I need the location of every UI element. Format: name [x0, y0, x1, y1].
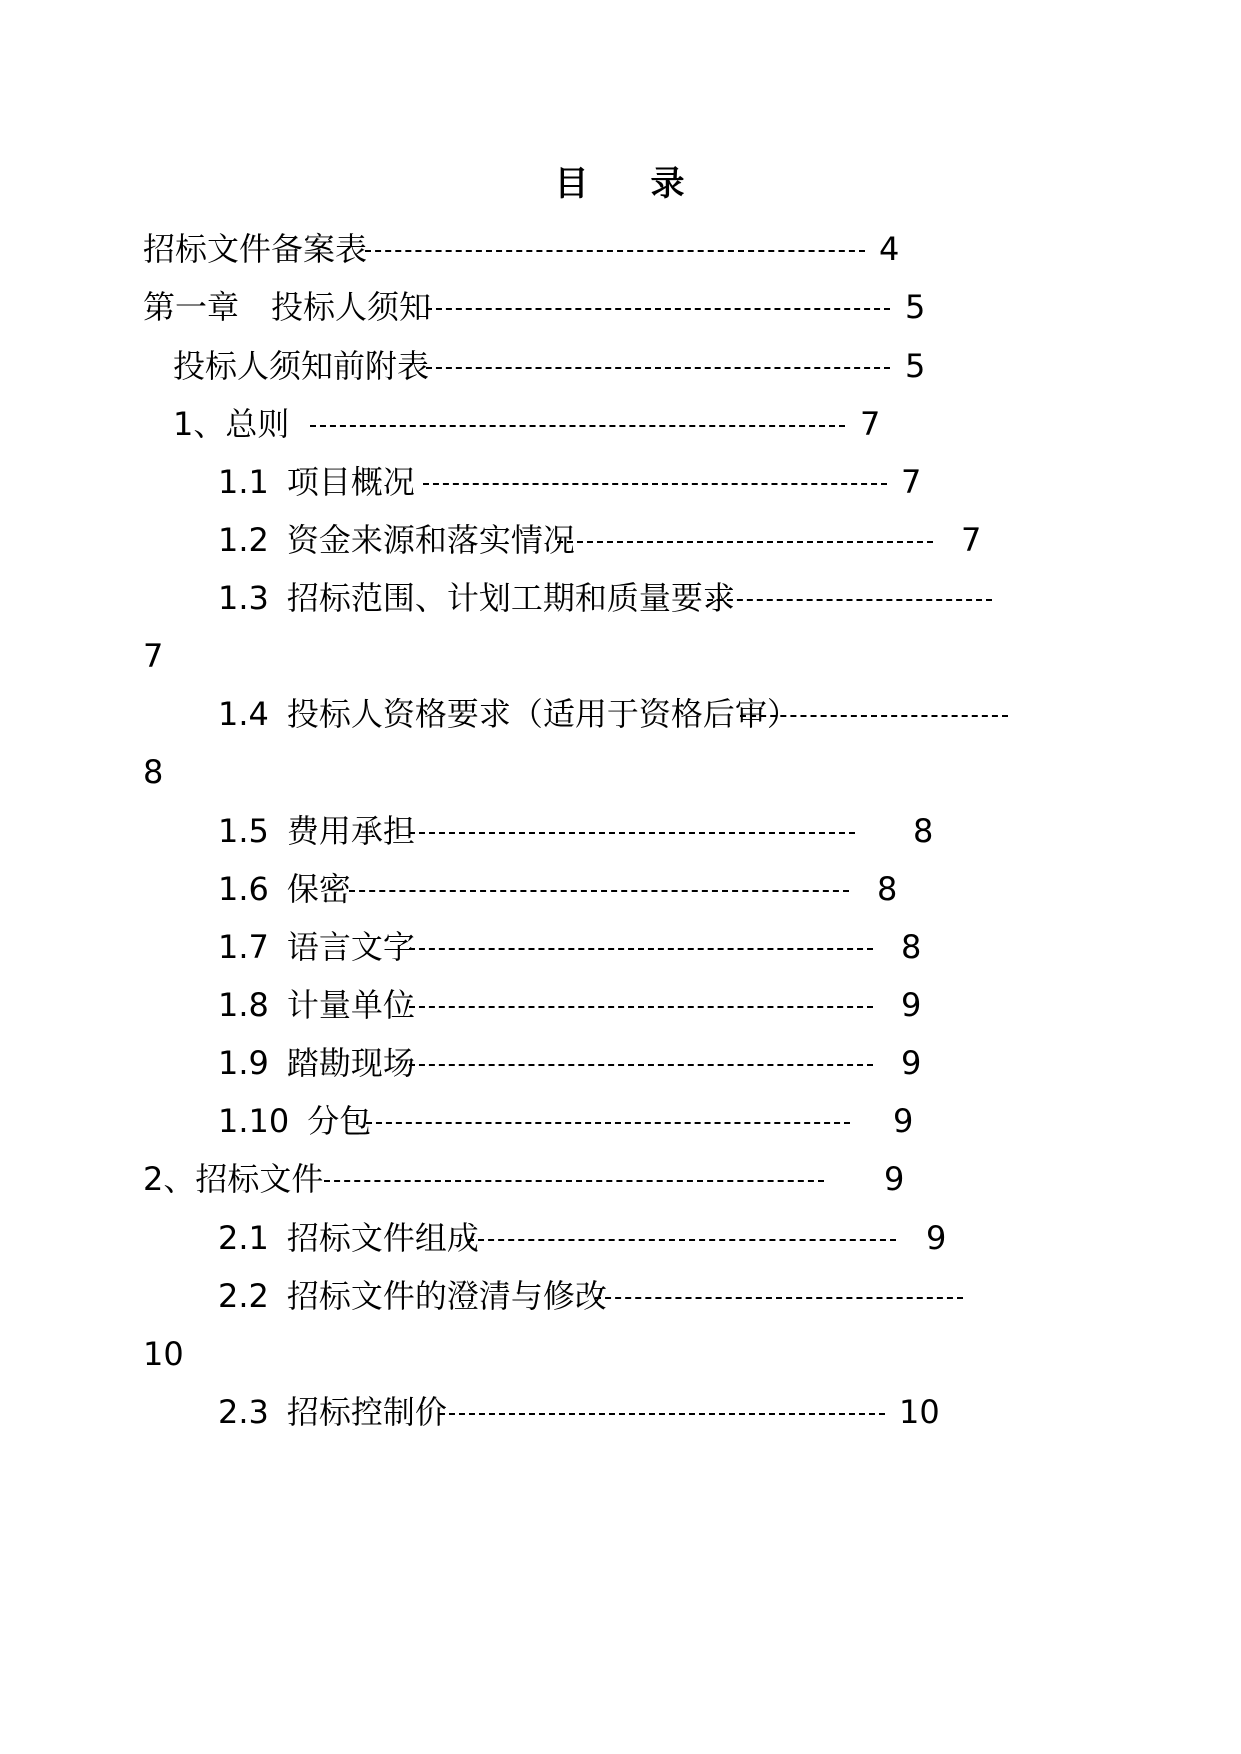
toc-entry-title: 2.1 招标文件组成: [218, 1219, 479, 1257]
toc-entry-title: 2、招标文件: [143, 1160, 324, 1198]
toc-entry-number: 1.10: [218, 1102, 290, 1140]
dot-leader: [595, 1297, 963, 1299]
toc-entry[interactable]: [218, 462, 1118, 502]
dot-leader: [310, 425, 845, 427]
toc-entry-number: 1.1: [218, 463, 269, 501]
toc-entry[interactable]: [218, 1101, 1118, 1141]
dot-leader: [439, 1413, 885, 1415]
toc-page-number: 9: [884, 1160, 905, 1198]
toc-entry-title: 1.9 踏勘现场: [218, 1044, 415, 1082]
toc-page-number: 7: [860, 405, 881, 443]
toc-entry-title: 第一章 投标人须知: [143, 288, 432, 326]
toc-entry[interactable]: [218, 578, 1118, 618]
toc-page-number: 8: [143, 753, 164, 791]
dot-leader: [409, 1006, 873, 1008]
toc-entry-title: 1.1 项目概况: [218, 463, 415, 501]
dot-leader: [409, 948, 873, 950]
dot-leader: [423, 483, 887, 485]
toc-page-number: 5: [905, 288, 926, 326]
toc-page-number: 4: [879, 230, 900, 268]
toc-page-number: 9: [901, 1044, 922, 1082]
dot-leader: [468, 1239, 896, 1241]
toc-page-number: 7: [143, 637, 164, 675]
toc-entry-title: 1、总则: [173, 405, 290, 443]
toc-entry-number: 2.3: [218, 1393, 269, 1431]
toc-entry[interactable]: [173, 404, 1143, 444]
toc-entry-number: 1.5: [218, 812, 269, 850]
toc-entry-title: 投标人须知前附表: [173, 347, 430, 385]
toc-page-number: 9: [893, 1102, 914, 1140]
toc-entry-number: 1.6: [218, 870, 269, 908]
toc-entry-title: 1.7 语言文字: [218, 928, 415, 966]
toc-entry[interactable]: [218, 1276, 1118, 1316]
toc-entry-number: 1.8: [218, 986, 269, 1024]
dot-leader: [409, 832, 855, 834]
toc-entry[interactable]: [218, 1392, 1118, 1432]
toc-entry[interactable]: [218, 927, 1118, 967]
toc-entry-number: 2.1: [218, 1219, 269, 1257]
dot-leader: [366, 1122, 850, 1124]
toc-page-number: 9: [926, 1219, 947, 1257]
toc-entry-title: 2.2 招标文件的澄清与修改: [218, 1277, 607, 1315]
toc-entry-title: 1.4 投标人资格要求（适用于资格后审）: [218, 695, 799, 733]
toc-page-number: 10: [143, 1335, 184, 1373]
toc-entry-title: 1.8 计量单位: [218, 986, 415, 1024]
title-part-1: 目: [554, 164, 591, 204]
toc-page-number: 9: [901, 986, 922, 1024]
toc-page-number: 7: [901, 463, 922, 501]
toc-entry-number: 1.3: [218, 579, 269, 617]
toc-entry[interactable]: [218, 694, 1118, 734]
toc-entry-title: 1.5 费用承担: [218, 812, 415, 850]
dot-leader: [324, 1180, 824, 1182]
toc-entry[interactable]: [218, 1043, 1118, 1083]
dot-leader: [349, 890, 849, 892]
dot-leader: [557, 541, 933, 543]
toc-entry-number: 1.4: [218, 695, 269, 733]
toc-entry-title: 1.2 资金来源和落实情况: [218, 521, 575, 559]
toc-entry[interactable]: [218, 1218, 1118, 1258]
toc-entry-number: 1.2: [218, 521, 269, 559]
toc-entry-title: 1.6 保密: [218, 870, 351, 908]
toc-entry-number: 1.9: [218, 1044, 269, 1082]
toc-page-number: 10: [899, 1393, 940, 1431]
toc-page-number: 7: [961, 521, 982, 559]
title-part-2: 录: [650, 164, 687, 204]
dot-leader: [740, 715, 1008, 717]
toc-page-number: 5: [905, 347, 926, 385]
toc-entry[interactable]: [218, 985, 1118, 1025]
toc-entry[interactable]: [143, 287, 1143, 327]
toc-entry[interactable]: [143, 1159, 1143, 1199]
toc-entry-title: 1.10 分包: [218, 1102, 372, 1140]
toc-page-number: 8: [901, 928, 922, 966]
toc-entry[interactable]: [143, 229, 1143, 269]
toc-entry-number: 2.2: [218, 1277, 269, 1315]
dot-leader: [426, 308, 890, 310]
dot-leader: [365, 250, 865, 252]
toc-page-number: 8: [913, 812, 934, 850]
toc-entry[interactable]: [218, 811, 1118, 851]
dot-leader: [409, 1064, 873, 1066]
toc-entry-title: 1.3 招标范围、计划工期和质量要求: [218, 579, 735, 617]
toc-entry[interactable]: [218, 869, 1118, 909]
toc-entry[interactable]: [173, 346, 1143, 386]
toc-entry[interactable]: [218, 520, 1118, 560]
toc-entry-number: 1.7: [218, 928, 269, 966]
toc-entry-title: 2.3 招标控制价: [218, 1393, 447, 1431]
toc-entry-title: 招标文件备案表: [143, 230, 368, 268]
dot-leader: [426, 367, 890, 369]
page-title: [0, 156, 1241, 205]
dot-leader: [707, 599, 992, 601]
toc-page-number: 8: [877, 870, 898, 908]
